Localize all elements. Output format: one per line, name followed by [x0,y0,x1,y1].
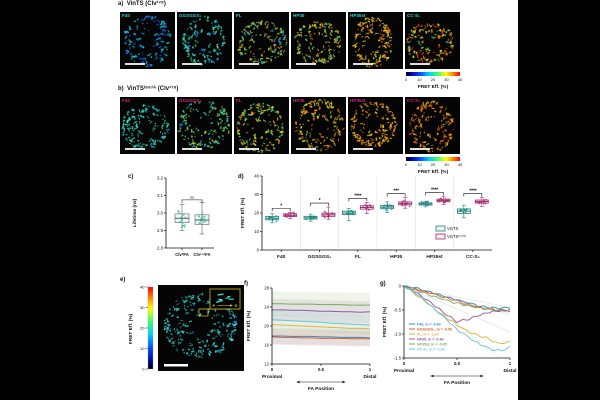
svg-text:c): c) [128,174,134,180]
svg-text:0: 0 [142,366,145,372]
figure-content [90,0,518,400]
cell-fret-image-HP35 [291,97,346,154]
svg-text:Proximal: Proximal [393,369,415,374]
panel-a-title-text: VinTS (Clv¹⁷⁸) [126,1,166,7]
scale-bar [239,63,259,65]
svg-text:***: *** [393,188,399,195]
svg-text:Proximal: Proximal [261,375,283,380]
svg-text:3.0: 3.0 [157,210,163,216]
colorbar-label: FRET Eff. (%) [417,84,449,90]
svg-text:VinTSᴵ⁹⁹⁷ᴬ: VinTSᴵ⁹⁹⁷ᴬ [447,234,467,239]
svg-text:28: 28 [264,285,269,291]
image-label: HP35st [350,13,366,18]
svg-text:1: 1 [368,367,372,372]
svg-text:d): d) [238,174,244,180]
svg-text:16: 16 [264,342,269,348]
image-label: HP35st [350,98,366,103]
cell-fret-image-HP35st [348,97,403,154]
cell-fret-image-HP35st [348,12,403,69]
panel-b-title-text: VinTSᴵ⁹⁹⁷ᴬ (Clv¹⁷⁸) [127,86,179,92]
svg-text:GGSGGS₂: GGSGGS₂ [307,255,332,260]
image-label: HP35 [293,13,305,18]
colorbar-tick: 20 [430,161,436,167]
scale-bar [353,148,373,150]
svg-text:40: 40 [140,284,145,290]
fa-position-fret-lineplot [242,276,380,398]
svg-text:10: 10 [254,229,259,234]
scale-bar [182,148,202,150]
svg-text:2.9: 2.9 [157,228,163,233]
svg-text:FRET Eff. (%): FRET Eff. (%) [241,197,246,229]
fret-map-with-inset [124,285,248,385]
colorbar-tick: 30 [444,161,449,167]
panel-b-letter: b) [118,86,124,92]
svg-text:ns: ns [189,194,195,200]
svg-text:F40, m = -0.60: F40, m = -0.60 [417,322,441,327]
svg-text:FRET Eff. (%): FRET Eff. (%) [247,310,252,342]
svg-text:****: **** [431,187,438,194]
colorbar-label: FRET Eff. (%) [417,169,449,175]
scale-bar [296,63,316,65]
svg-text:20: 20 [254,210,259,216]
svg-text:*: * [280,203,283,210]
panel-e-label: e) [120,277,126,283]
colorbar-tick: 40 [457,76,463,82]
svg-text:12: 12 [264,361,269,367]
panel-a-letter: a) [118,1,124,7]
panel-a-colorbar [404,72,463,90]
svg-text:0: 0 [398,283,401,289]
svg-text:FA Position: FA Position [307,387,335,392]
fret-efficiency-boxplot [236,170,498,274]
image-label: FL [236,98,242,103]
svg-text:3.2: 3.2 [157,175,163,181]
svg-text:*: * [318,198,321,205]
scale-bar [353,63,373,65]
panel-a-image-row [120,12,462,69]
svg-text:CC-S₂: CC-S₂ [465,255,480,260]
svg-text:FL: FL [354,255,361,260]
scale-bar [296,148,316,150]
svg-text:Lifetime (ns): Lifetime (ns) [133,198,138,228]
svg-text:VinTS: VinTS [447,226,459,231]
colorbar-tick: 40 [457,161,463,167]
svg-text:P: P [212,303,216,308]
cell-fret-image-CC-S₂ [405,97,460,154]
svg-text:0: 0 [270,367,274,372]
svg-text:Distal: Distal [363,375,377,380]
svg-text:HP35, m = -0.96: HP35, m = -0.96 [417,337,444,342]
svg-text:Clv¹⁷⁸FA: Clv¹⁷⁸FA [193,252,211,257]
svg-text:****: **** [469,188,477,195]
panel-a-title [118,1,166,7]
svg-text:GGSGGS₂, m = -0.56: GGSGGS₂, m = -0.56 [417,327,453,332]
svg-text:20: 20 [140,325,145,331]
panel-b-image-row [120,97,462,154]
svg-text:-0.5: -0.5 [393,307,401,313]
image-label: HP35 [293,98,305,103]
cell-fret-image-FL [234,97,289,154]
svg-text:0.5: 0.5 [318,367,324,372]
image-label: F40 [122,98,130,103]
colorbar-tick: 20 [430,76,436,82]
cell-fret-image-F40 [120,12,175,69]
svg-text:1: 1 [508,361,512,366]
scale-bar [410,63,430,65]
panel-b-title [118,86,178,92]
svg-text:-1.5: -1.5 [393,355,401,361]
svg-text:HP35: HP35 [390,255,403,260]
svg-text:F40: F40 [277,255,286,260]
colorbar-tick: 0 [404,76,408,82]
cell-fret-image-HP35 [291,12,346,69]
image-label: F40 [122,13,130,18]
image-label: CC-S₂ [407,13,421,18]
svg-text:FRET Eff. (%): FRET Eff. (%) [129,313,134,345]
svg-text:****: **** [354,193,362,200]
colorbar-tick: 10 [417,76,422,82]
svg-text:0.5: 0.5 [454,361,460,366]
image-label: GGSGGS₂ [179,98,202,103]
svg-text:g): g) [380,281,386,287]
scale-bar [182,63,202,65]
cell-fret-image-F40 [120,97,175,154]
svg-text:FL, m = -1.67: FL, m = -1.67 [417,332,439,337]
svg-text:D: D [234,303,238,308]
svg-text:FA Position: FA Position [443,381,471,386]
svg-text:HP35st: HP35st [426,255,443,260]
lifetime-boxplot [126,170,220,274]
svg-text:-1.0: -1.0 [393,331,401,337]
svg-text:HP35st, m = -0.45: HP35st, m = -0.45 [417,342,447,347]
fa-position-delta-fret-lineplot [378,276,518,398]
cell-fret-image-GGSGGS₂ [177,97,232,154]
scale-bar [239,148,259,150]
image-label: GGSGGS₂ [179,13,202,18]
image-label: CC-S₂ [407,98,421,103]
colorbar-tick: 30 [444,76,449,82]
svg-text:24: 24 [264,304,269,310]
svg-text:10: 10 [140,346,145,351]
svg-text:0: 0 [256,247,259,253]
svg-text:f): f) [244,281,248,287]
svg-text:CC-S₂, m = -1.61: CC-S₂, m = -1.61 [417,347,445,352]
colorbar-tick: 10 [417,161,422,167]
cell-fret-image-FL [234,12,289,69]
svg-text:Clv⁰FA: Clv⁰FA [175,252,189,257]
svg-text:30: 30 [140,305,145,310]
svg-text:30: 30 [254,192,259,197]
scale-bar [410,148,430,150]
svg-text:20: 20 [264,323,269,329]
colorbar-tick: 0 [404,161,408,167]
svg-text:Distal: Distal [503,369,517,374]
scale-bar [125,148,145,150]
scale-bar [125,63,145,65]
svg-text:40: 40 [254,173,259,179]
image-label: FL [236,13,242,18]
cell-fret-image-GGSGGS₂ [177,12,232,69]
cell-fret-image-CC-S₂ [405,12,460,69]
svg-text:3.1: 3.1 [157,193,163,198]
svg-text:2.8: 2.8 [157,245,163,251]
svg-text:0: 0 [402,361,406,366]
svg-text:FRET Eff. (%): FRET Eff. (%) [383,306,388,338]
